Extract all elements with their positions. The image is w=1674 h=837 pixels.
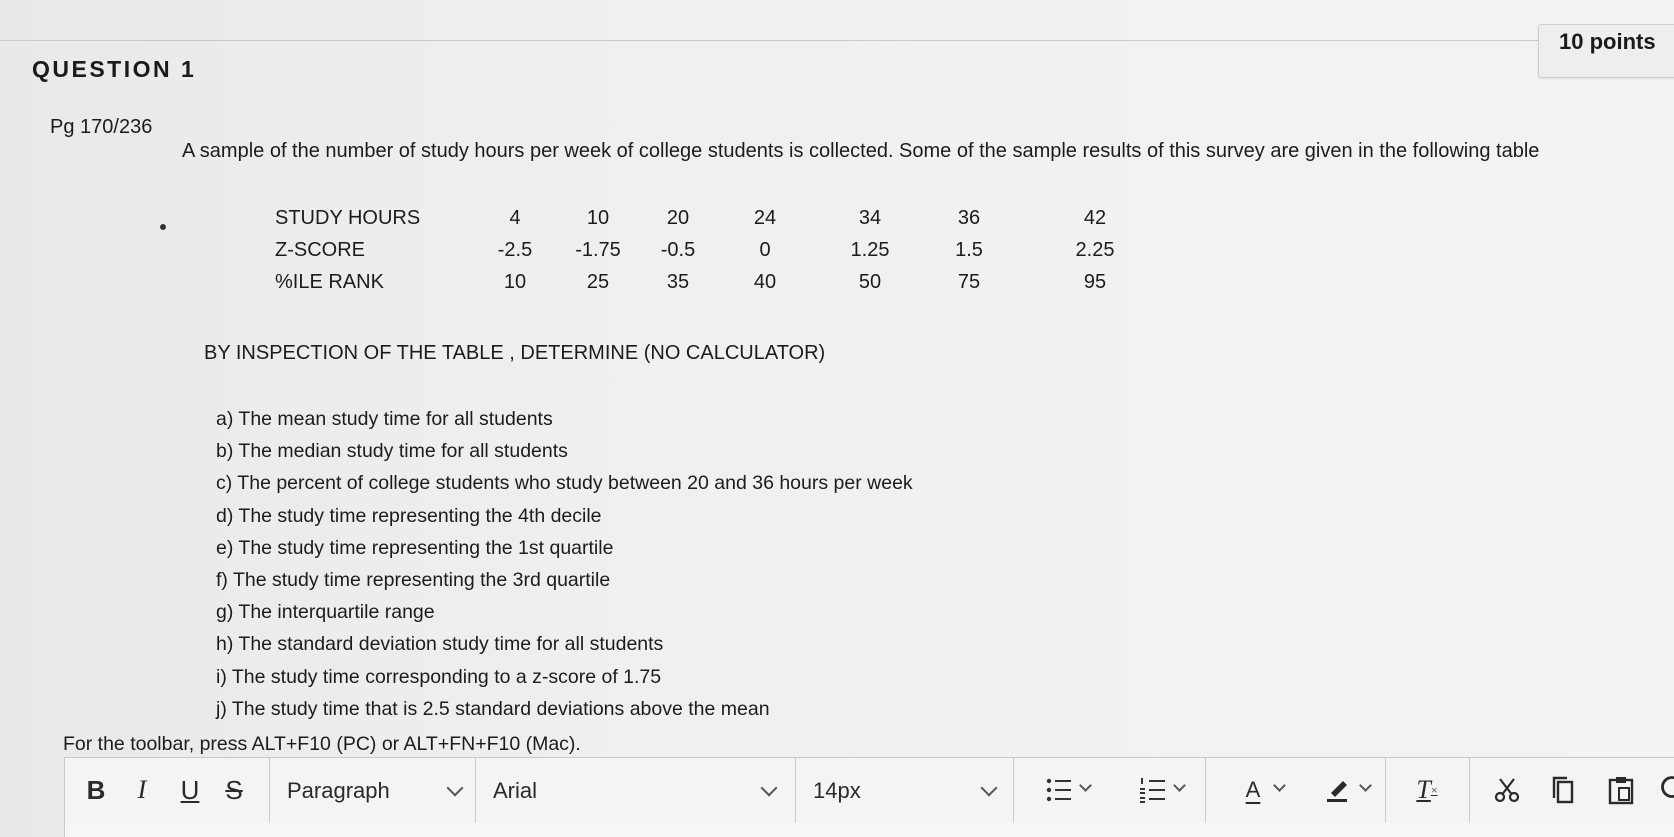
strikethrough-button[interactable]: S [225, 774, 243, 805]
text-color-icon: A [1245, 777, 1261, 802]
copy-button[interactable] [1545, 772, 1581, 808]
list-item: c) The percent of college students who study between 20 and 36 hours per week [216, 472, 913, 495]
editor-toolbar [64, 757, 1674, 825]
table-cell: 1.5 [955, 239, 983, 261]
clear-formatting-button[interactable]: T × [1416, 775, 1438, 804]
table-cell: -2.5 [497, 239, 533, 261]
italic-button[interactable]: I [137, 775, 147, 804]
table-cell: 50 [858, 271, 882, 293]
list-item: g) The interquartile range [216, 601, 435, 624]
table-cell: 95 [1083, 271, 1107, 293]
clear-format-group [1385, 758, 1470, 824]
highlight-button[interactable] [1309, 772, 1369, 808]
row-label: %ILE RANK [275, 271, 384, 293]
chevron-down-icon [761, 780, 778, 797]
cut-icon [1493, 776, 1521, 804]
question-title: QUESTION 1 [32, 56, 197, 82]
bullet-list-button[interactable] [1035, 772, 1091, 808]
header-divider [0, 40, 1540, 41]
question-intro: A sample of the number of study hours per week of college students is collected. Some of the sample results of this survey are given in the following table [182, 140, 1540, 162]
chevron-down-icon [1273, 779, 1286, 792]
font-size-value: 14px [813, 778, 861, 803]
table-cell: 34 [858, 207, 882, 229]
points-badge [1538, 24, 1674, 78]
list-item: e) The study time representing the 1st quartile [216, 536, 614, 559]
chevron-down-icon [1359, 779, 1372, 792]
clear-formatting-icon: T [1416, 775, 1431, 804]
table-cell: 1.25 [850, 239, 890, 261]
list-item: h) The standard deviation study time for all students [216, 633, 664, 656]
table-cell: 10 [503, 271, 527, 293]
table-cell: 25 [586, 271, 610, 293]
format-group [65, 758, 270, 824]
numbered-list-icon [1140, 777, 1174, 803]
row-label: Z-SCORE [275, 239, 365, 261]
copy-icon [1549, 775, 1577, 805]
table-cell: 24 [753, 207, 777, 229]
table-cell: 75 [957, 271, 981, 293]
highlight-icon [1325, 777, 1353, 803]
text-color-button[interactable] [1223, 772, 1283, 808]
search-button[interactable] [1657, 772, 1674, 808]
chevron-down-icon [1173, 779, 1186, 792]
chevron-down-icon [981, 780, 998, 797]
table-cell: 20 [666, 207, 690, 229]
font-family-select[interactable] [475, 758, 796, 824]
table-cell: -1.75 [575, 239, 621, 261]
bullet-dot [160, 224, 166, 230]
font-size-select[interactable] [795, 758, 1014, 824]
list-item: d) The study time representing the 4th decile [216, 504, 602, 527]
table-cell: 35 [666, 271, 690, 293]
chevron-down-icon [1079, 779, 1092, 792]
paste-button[interactable] [1603, 772, 1639, 808]
cut-button[interactable] [1489, 772, 1525, 808]
table-cell: 42 [1083, 207, 1107, 229]
editor-body[interactable] [64, 823, 1674, 837]
table-cell: 0 [759, 239, 771, 261]
bold-button[interactable]: B [86, 774, 106, 805]
search-icon [1659, 774, 1674, 806]
list-item: b) The median study time for all students [216, 440, 568, 463]
list-item: i) The study time corresponding to a z-score of 1.75 [216, 665, 662, 688]
instruction-text: BY INSPECTION OF THE TABLE , DETERMINE (NO CALCULATOR) [204, 342, 826, 364]
table-cell: 40 [753, 271, 777, 293]
chevron-down-icon [447, 780, 464, 797]
table-cell: -0.5 [660, 239, 696, 261]
table-cell: 2.25 [1075, 239, 1115, 261]
list-item: j) The study time that is 2.5 standard deviations above the mean [216, 697, 770, 720]
bullet-list-icon [1046, 777, 1080, 803]
block-format-value: Paragraph [287, 778, 390, 803]
row-label: STUDY HOURS [275, 207, 421, 229]
numbered-list-button[interactable] [1127, 772, 1187, 808]
toolbar-hint: For the toolbar, press ALT+F10 (PC) or ALT+FN+F10 (Mac). [63, 733, 581, 755]
color-group [1205, 758, 1386, 824]
block-format-select[interactable] [269, 758, 476, 824]
table-cell: 36 [957, 207, 981, 229]
list-item: a) The mean study time for all students [216, 408, 553, 430]
list-item: f) The study time representing the 3rd quartile [216, 568, 611, 591]
table-cell: 10 [586, 207, 610, 229]
list-group [1013, 758, 1206, 824]
page-reference: Pg 170/236 [50, 116, 153, 138]
paste-icon [1606, 775, 1636, 805]
table-cell: 4 [509, 207, 521, 229]
underline-button[interactable]: U [180, 774, 200, 805]
question-items [216, 408, 913, 730]
points-label: 10 points [1559, 29, 1656, 54]
clipboard-group [1469, 758, 1674, 824]
font-family-value: Arial [493, 778, 538, 803]
